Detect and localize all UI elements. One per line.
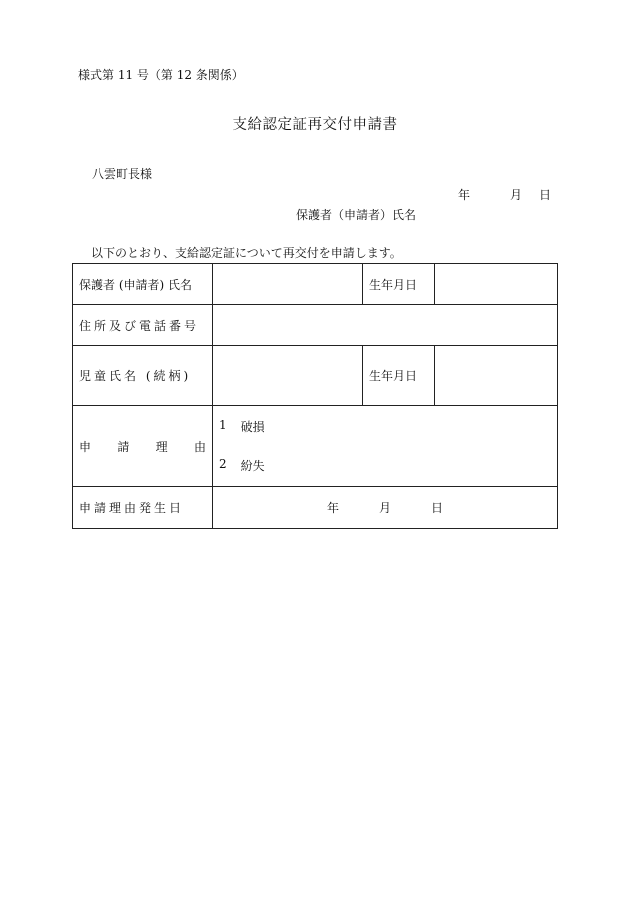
reason-label-char: 申 <box>79 439 92 454</box>
reason-list <box>219 418 551 474</box>
child-name-label: 児童氏名 (続柄) <box>73 346 213 406</box>
reason-row <box>73 406 558 487</box>
child-name-field[interactable] <box>213 346 363 406</box>
child-birthdate-label: 生年月日 <box>363 346 435 406</box>
reason-date-parts <box>219 499 551 516</box>
reason-options-cell <box>213 406 558 487</box>
guardian-birthdate-label: 生年月日 <box>363 264 435 305</box>
reason-date-label: 申請理由発生日 <box>73 487 213 529</box>
reason-label-char: 由 <box>193 439 206 454</box>
reason-label-char: 理 <box>155 439 168 454</box>
intro-text: 以下のとおり、支給認定証について再交付を申請します。 <box>91 246 402 260</box>
reason-label-char: 請 <box>117 439 130 454</box>
reason-date-month: 月 <box>378 501 391 515</box>
reason-date-field[interactable] <box>213 487 558 529</box>
reason-number: 1 <box>219 418 227 432</box>
date-day-label: 日 <box>539 188 552 202</box>
form-title: 支給認定証再交付申請書 <box>232 117 398 133</box>
reason-date-row <box>73 487 558 529</box>
guardian-name-field[interactable] <box>213 264 363 305</box>
reason-label-cell <box>73 406 213 487</box>
guardian-name-label: 保護者 (申請者) 氏名 <box>73 264 213 305</box>
application-form-table <box>72 263 558 529</box>
reason-date-year: 年 <box>326 501 339 515</box>
addressee: 八雲町長様 <box>92 167 153 181</box>
form-number: 様式第 11 号（第 12 条関係） <box>78 68 244 82</box>
date-month-label: 月 <box>510 188 523 202</box>
guardian-signature-label: 保護者（申請者）氏名 <box>296 208 417 222</box>
address-phone-field[interactable] <box>213 305 558 346</box>
guardian-row <box>73 264 558 305</box>
reason-option-damage[interactable] <box>219 418 551 435</box>
guardian-birthdate-field[interactable] <box>435 264 558 305</box>
reason-date-day: 日 <box>431 501 444 515</box>
reason-text: 破損 <box>240 420 265 434</box>
child-row <box>73 346 558 406</box>
address-phone-label: 住所及び電話番号 <box>73 305 213 346</box>
reason-option-loss[interactable] <box>219 457 551 474</box>
reason-number: 2 <box>219 457 227 471</box>
reason-text: 紛失 <box>240 459 265 473</box>
address-row <box>73 305 558 346</box>
date-year-label: 年 <box>458 188 471 202</box>
child-birthdate-field[interactable] <box>435 346 558 406</box>
reason-label <box>79 438 206 455</box>
